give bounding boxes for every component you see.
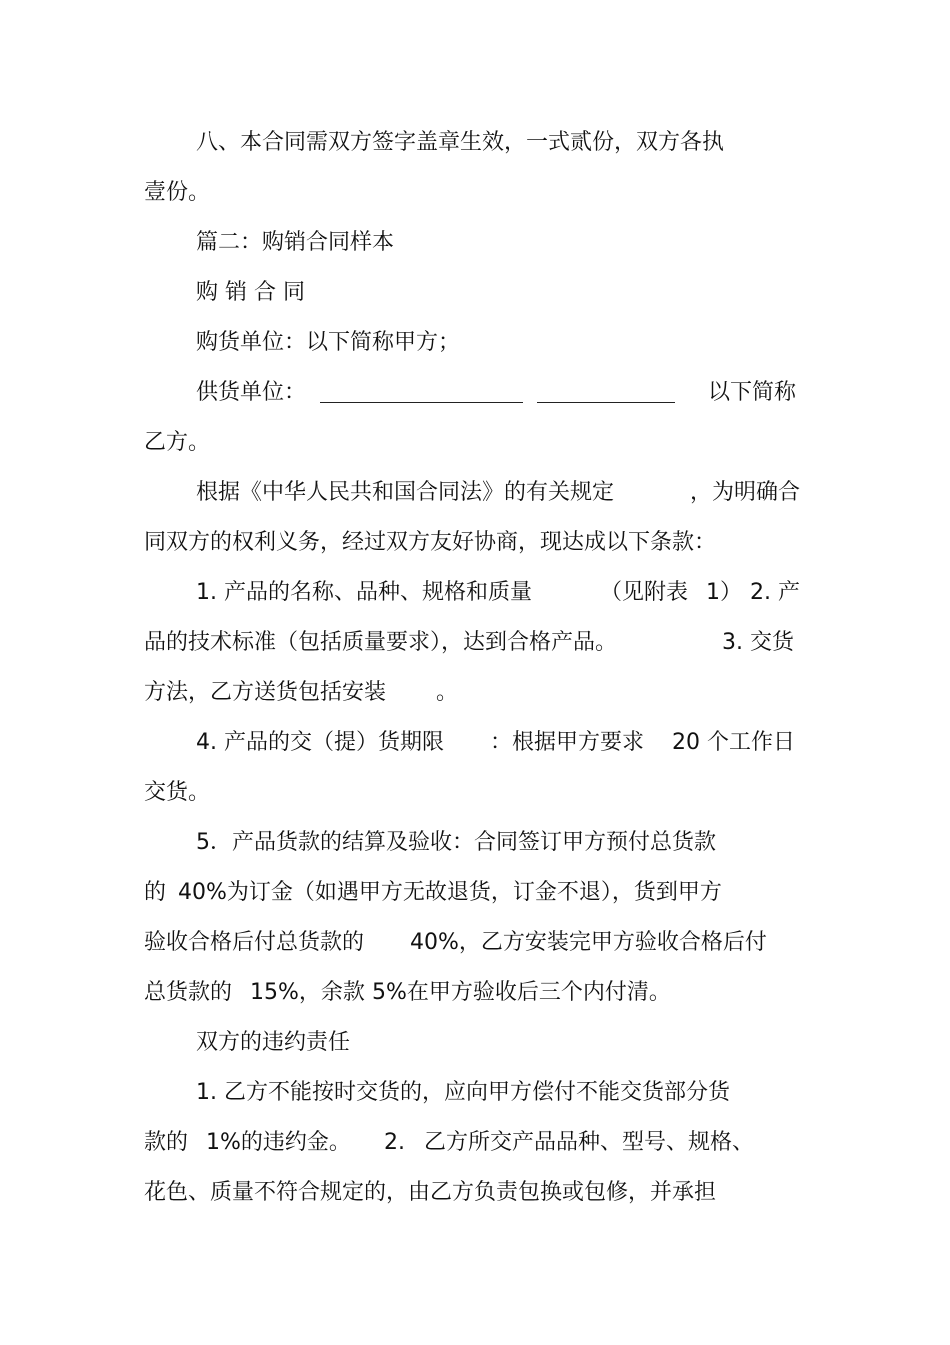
clause-line: 40%为订金（如遇甲方无故退货，订金不退），货到甲方 [178,880,722,905]
clause-line: 15%，余款 [250,980,365,1005]
clause-line: 40%，乙方安装完甲方验收合格后付 [410,930,767,955]
clause-line: 2. 产 [750,580,800,605]
paragraph-line: 八、本合同需双方签字盖章生效，一式贰份，双方各执 [196,130,725,155]
paragraph-line: 壹份。 [144,180,211,205]
clause-line: （见附表 [600,580,689,605]
clause-line: 交货。 [144,780,211,805]
supplier-suffix: 以下简称 [708,380,797,405]
clause-line: 花色、质量不符合规定的，由乙方负责包换或包修，并承担 [144,1180,717,1205]
clause-line: 1. 产品的名称、品种、规格和质量 [196,580,532,605]
clause-line: 4. 产品的交（提）货期限 [196,730,444,755]
clause-line: 方法，乙方送货包括安装 [144,680,387,705]
clause-line: 3. 交货 [722,630,794,655]
clause-line: 乙方所交产品品种、型号、规格、 [424,1130,755,1155]
clause-line: 。 [436,680,459,705]
section-heading: 篇二：购销合同样本 [196,230,395,255]
clause-line: 品的技术标准（包括质量要求），达到合格产品。 [144,630,618,655]
clause-line: 验收合格后付总货款的 [144,930,365,955]
clause-line: 5%在甲方验收后三个内付清。 [372,980,671,1005]
section-heading: 双方的违约责任 [196,1030,351,1055]
supplier-label: 供货单位： [196,380,307,405]
clause-line: 1%的违约金。 [206,1130,351,1155]
clause-line: 5．产品货款的结算及验收：合同签订甲方预付总货款 [196,830,716,855]
clause-line: 总货款的 [144,980,233,1005]
clause-line: 1. 乙方不能按时交货的，应向甲方偿付不能交货部分货 [196,1080,730,1105]
contract-title: 购 销 合 同 [196,280,305,305]
blank-underline [320,402,523,403]
clause-line: 1） [706,580,742,605]
buyer-line: 购货单位：以下简称甲方； [196,330,461,355]
paragraph-line: ，为明确合 [690,480,801,505]
clause-line: 的 [144,880,167,905]
clause-line: 2. [384,1130,405,1155]
clause-line: 20 个工作日 [672,730,795,755]
paragraph-line: 乙方。 [144,430,211,455]
clause-line: 款的 [144,1130,189,1155]
paragraph-line: 根据《中华人民共和国合同法》的有关规定 [196,480,615,505]
paragraph-line: 同双方的权利义务，经过双方友好协商，现达成以下条款： [144,530,717,555]
blank-underline [537,402,675,403]
clause-line: ：根据甲方要求 [490,730,645,755]
